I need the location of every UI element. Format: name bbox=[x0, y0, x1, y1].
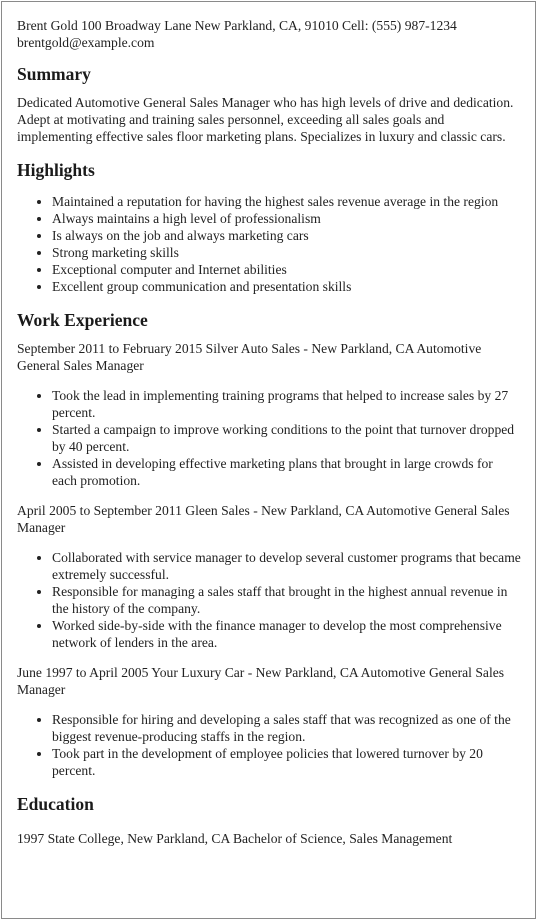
job-bullets bbox=[17, 549, 521, 651]
job-bullet: • Started a campaign to improve working conditions to the point that turnover dropped by 40 percent. bbox=[52, 421, 521, 455]
highlight-item: • Maintained a reputation for having the highest sales revenue average in the region bbox=[52, 193, 521, 210]
summary-heading: Summary bbox=[17, 64, 91, 84]
contact-address-line: Brent Gold 100 Broadway Lane New Parkland, CA, 91010 Cell: (555) 987-1234 bbox=[17, 18, 457, 33]
job-bullet: • Responsible for hiring and developing a sales staff that was recognized as one of the biggest revenue-producing staffs in the region. bbox=[52, 711, 521, 745]
job-header: June 1997 to April 2005 Your Luxury Car - New Parkland, CA Automotive General Sales Manager bbox=[17, 665, 505, 697]
highlights-list bbox=[17, 193, 521, 295]
education-entry: 1997 State College, New Parkland, CA Bachelor of Science, Sales Management bbox=[17, 831, 453, 846]
work-experience-heading: Work Experience bbox=[17, 310, 148, 330]
highlight-item: • Exceptional computer and Internet abilities bbox=[52, 261, 521, 278]
education-heading: Education bbox=[17, 794, 94, 814]
highlight-item: • Is always on the job and always marketing cars bbox=[52, 227, 521, 244]
job-header: April 2005 to September 2011 Gleen Sales - New Parkland, CA Automotive General Sales Manager bbox=[17, 503, 510, 535]
job-bullet: • Took the lead in implementing training programs that helped to increase sales by 27 percent. bbox=[52, 387, 521, 421]
highlights-heading: Highlights bbox=[17, 160, 95, 180]
job-bullet: • Responsible for managing a sales staff that brought in the highest annual revenue in the history of the company. bbox=[52, 583, 521, 617]
job-header: September 2011 to February 2015 Silver Auto Sales - New Parkland, CA Automotive General Sales Manager bbox=[17, 341, 482, 373]
job-bullet: • Worked side-by-side with the finance manager to develop the most comprehensive network of lenders in the area. bbox=[52, 617, 521, 651]
summary-text: Dedicated Automotive General Sales Manager who has high levels of drive and dedication. Adept at motivating and training sales personnel, exceeding all sales goals and implementing effective sales floor marketing plans. Specializes in luxury and classic cars. bbox=[17, 95, 514, 144]
contact-block bbox=[17, 17, 521, 51]
contact-email: brentgold@example.com bbox=[17, 35, 155, 50]
highlight-item: • Excellent group communication and presentation skills bbox=[52, 278, 521, 295]
resume-page bbox=[1, 1, 536, 919]
highlight-item: • Strong marketing skills bbox=[52, 244, 521, 261]
highlight-item: • Always maintains a high level of professionalism bbox=[52, 210, 521, 227]
job-bullet: • Assisted in developing effective marketing plans that brought in large crowds for each promotion. bbox=[52, 455, 521, 489]
job-bullet: • Collaborated with service manager to develop several customer programs that became extremely successful. bbox=[52, 549, 521, 583]
job-bullet: • Took part in the development of employee policies that lowered turnover by 20 percent. bbox=[52, 745, 521, 779]
job-bullets bbox=[17, 711, 521, 779]
job-bullets bbox=[17, 387, 521, 489]
